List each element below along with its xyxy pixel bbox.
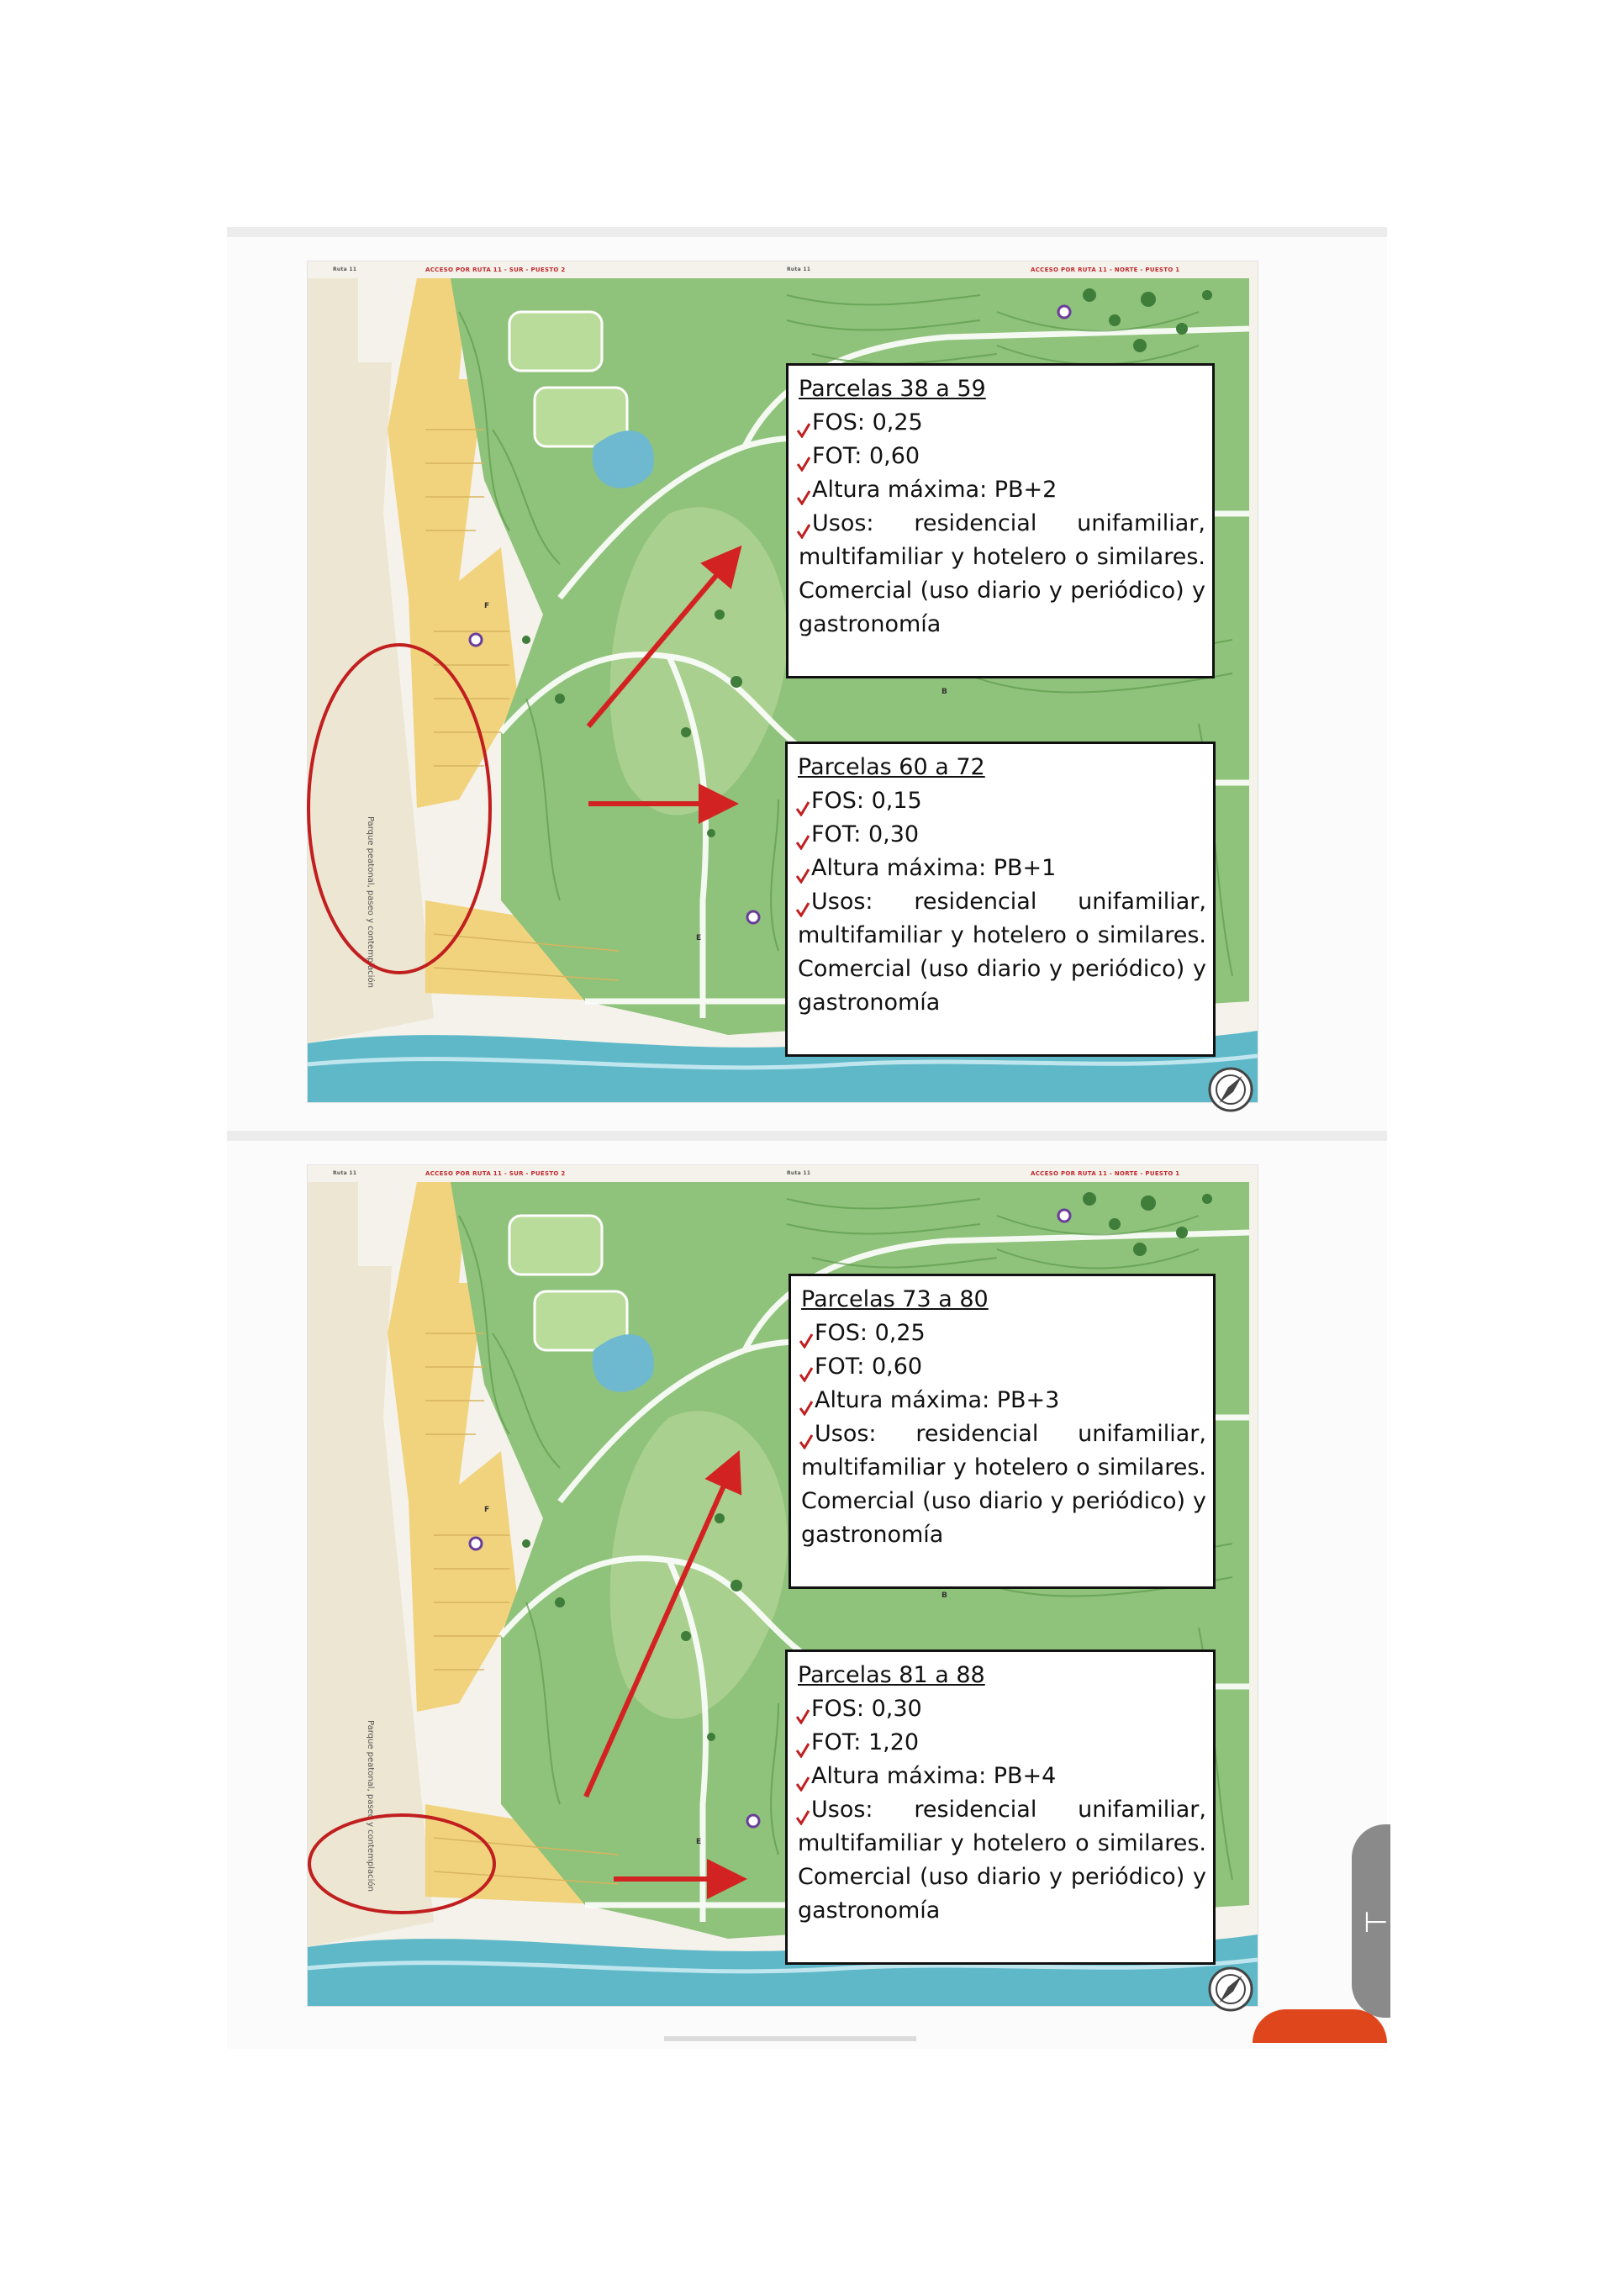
check-icon bbox=[798, 1770, 810, 1783]
check-icon bbox=[799, 450, 810, 463]
check-icon bbox=[801, 1428, 813, 1441]
check-icon bbox=[798, 828, 810, 842]
check-icon bbox=[798, 1702, 810, 1716]
side-edge-widget[interactable] bbox=[1352, 1824, 1390, 2018]
check-icon bbox=[801, 1360, 813, 1374]
pointer-arrow bbox=[588, 561, 729, 726]
box-title: Parcelas 38 a 59 bbox=[799, 376, 986, 402]
check-icon bbox=[798, 895, 810, 909]
fot-value: FOT: 0,60 bbox=[815, 1354, 923, 1380]
marker-b: B bbox=[942, 1591, 947, 1600]
usos-text: Usos: residencial unifamiliar, multifamiliar y hotelero o similares. Comercial (uso diario y periódico) y gastronomía bbox=[798, 1797, 1206, 1924]
max-height-value: Altura máxima: PB+3 bbox=[815, 1387, 1060, 1413]
marker-e: E bbox=[696, 1838, 702, 1846]
check-icon bbox=[798, 1803, 810, 1817]
route-label-left: Ruta 11 bbox=[333, 1170, 357, 1176]
box-title: Parcelas 60 a 72 bbox=[798, 754, 985, 780]
usos-text: Usos: residencial unifamiliar, multifamiliar y hotelero o similares. Comercial (uso diario y periódico) y gastronomía bbox=[801, 1421, 1206, 1548]
compass-icon bbox=[1206, 1065, 1255, 1114]
compass-icon bbox=[1206, 1965, 1255, 2014]
park-side-label: Parque peatonal, paseo y contemplación bbox=[366, 816, 375, 988]
max-height-value: Altura máxima: PB+2 bbox=[812, 477, 1058, 503]
marker-f: F bbox=[484, 602, 490, 610]
usos-text: Usos: residencial unifamiliar, multifamiliar y hotelero o similares. Comercial (uso diario y periódico) y gastronomía bbox=[799, 510, 1205, 637]
check-icon bbox=[798, 794, 810, 808]
route-label-mid: Ruta 11 bbox=[787, 267, 811, 272]
info-box-parcelas-81-88 bbox=[785, 1649, 1216, 1965]
max-height-value: Altura máxima: PB+1 bbox=[811, 855, 1057, 881]
check-icon bbox=[799, 483, 810, 497]
info-box-parcelas-38-59 bbox=[786, 363, 1215, 678]
max-height-value: Altura máxima: PB+4 bbox=[811, 1763, 1057, 1789]
fot-value: FOT: 0,30 bbox=[811, 821, 920, 847]
check-icon bbox=[801, 1327, 813, 1340]
marker-b: B bbox=[942, 688, 947, 696]
fos-value: FOS: 0,25 bbox=[812, 409, 923, 435]
access-south-label: ACCESO POR RUTA 11 - SUR - PUESTO 2 bbox=[425, 267, 566, 273]
box-title: Parcelas 81 a 88 bbox=[798, 1662, 985, 1688]
fos-value: FOS: 0,15 bbox=[811, 788, 922, 814]
floating-action-button[interactable] bbox=[1253, 2009, 1387, 2043]
highlight-circle bbox=[309, 645, 490, 973]
info-box-parcelas-73-80 bbox=[789, 1274, 1216, 1589]
fot-value: FOT: 0,60 bbox=[812, 443, 920, 469]
marker-f: F bbox=[484, 1506, 490, 1514]
route-label-left: Ruta 11 bbox=[333, 267, 357, 272]
highlight-circle bbox=[309, 1815, 494, 1913]
check-icon bbox=[801, 1394, 813, 1407]
fos-value: FOS: 0,25 bbox=[815, 1320, 926, 1346]
park-side-label: Parque peatonal, paseo y contemplación bbox=[366, 1720, 375, 1892]
usos-text: Usos: residencial unifamiliar, multifamiliar y hotelero o similares. Comercial (uso diario y periódico) y gastronomía bbox=[798, 889, 1206, 1016]
access-north-label: ACCESO POR RUTA 11 - NORTE - PUESTO 1 bbox=[1031, 267, 1180, 273]
check-icon bbox=[799, 517, 810, 530]
map-slide-2 bbox=[227, 1131, 1387, 2049]
edge-handle-icon: ⊢ bbox=[1363, 1906, 1389, 1940]
marker-e: E bbox=[696, 934, 702, 942]
route-label-mid: Ruta 11 bbox=[787, 1170, 811, 1176]
fos-value: FOS: 0,30 bbox=[811, 1696, 922, 1722]
box-title: Parcelas 73 a 80 bbox=[801, 1286, 989, 1312]
check-icon bbox=[798, 1736, 810, 1750]
access-south-label: ACCESO POR RUTA 11 - SUR - PUESTO 2 bbox=[425, 1170, 566, 1177]
check-icon bbox=[799, 416, 810, 430]
check-icon bbox=[798, 862, 810, 875]
access-north-label: ACCESO POR RUTA 11 - NORTE - PUESTO 1 bbox=[1031, 1170, 1180, 1177]
fot-value: FOT: 1,20 bbox=[811, 1729, 920, 1755]
map-slide-1 bbox=[227, 227, 1387, 1145]
pointer-arrow bbox=[586, 1469, 731, 1797]
scroll-indicator bbox=[664, 2036, 916, 2041]
info-box-parcelas-60-72 bbox=[785, 742, 1216, 1057]
